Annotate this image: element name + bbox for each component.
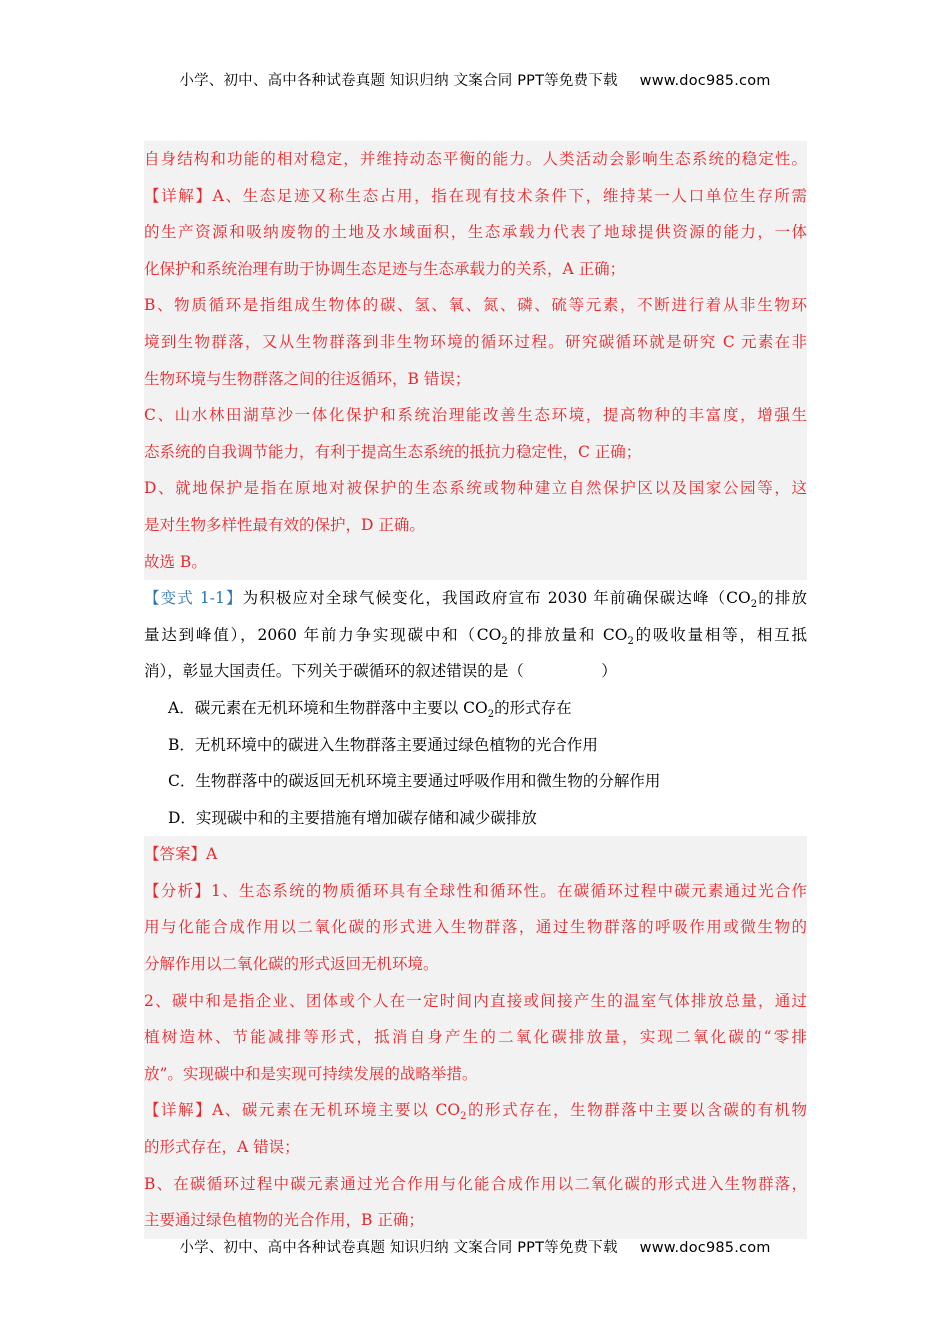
variant-tag: 【变式 1-1】 (144, 589, 243, 608)
text-line: 的生产资源和吸纳废物的土地及水域面积，生态承载力代表了地球提供资源的能力，一体 (144, 223, 807, 242)
text-line: 故选 B。 (144, 552, 207, 571)
option-b: B．无机环境中的碳进入生物群落主要通过绿色植物的光合作用 (168, 735, 598, 754)
text-line: 生物环境与生物群落之间的往返循环，B 错误； (144, 369, 471, 388)
question-line: 量达到峰值），2060 年前力争实现碳中和（$CO_2$的排放量和 $CO_2$的吸收量相等，相互抵 (144, 625, 807, 647)
analysis-line: 【分析】1、生态系统的物质循环具有全球性和循环性。在碳循环过程中碳元素通过光合作 (144, 881, 807, 900)
answer-line: 【答案】A (144, 845, 218, 864)
text-line: 境到生物群落，又从生物群落到非生物环境的循环过程。研究碳循环就是研究 C 元素在非 (144, 332, 807, 351)
text-line: 态系统的自我调节能力，有利于提高生态系统的抵抗力稳定性，C 正确； (144, 442, 642, 461)
analysis-line: 2、碳中和是指企业、团体或个人在一定时间内直接或间接产生的温室气体排放总量，通过 (144, 991, 807, 1010)
analysis-line: 放”。实现碳中和是实现可持续发展的战略举措。 (144, 1064, 478, 1083)
detail-line: B、在碳循环过程中碳元素通过光合作用与化能合成作用以二氧化碳的形式进入生物群落， (144, 1174, 807, 1193)
detail-line: 主要通过绿色植物的光合作用，B 正确； (144, 1211, 424, 1230)
text-line: C、山水林田湖草沙一体化保护和系统治理能改善生态环境，提高物种的丰富度，增强生 (144, 406, 807, 425)
question-block (144, 580, 807, 836)
option-a: A．碳元素在无机环境和生物群落中主要以 $CO_2$的形式存在 (168, 698, 572, 720)
header-text: 小学、初中、高中各种试卷真题 知识归纳 文案合同 PPT等免费下载 (179, 73, 618, 89)
analysis-line: 用与化能合成作用以二氧化碳的形式进入生物群落，通过生物群落的呼吸作用或微生物的 (144, 918, 807, 937)
analysis-line: 分解作用以二氧化碳的形式返回无机环境。 (144, 955, 439, 974)
text-line: B、物质循环是指组成生物体的碳、氢、氧、氮、磷、硫等元素，不断进行着从非生物环 (144, 296, 807, 315)
option-c: C．生物群落中的碳返回无机环境主要通过呼吸作用和微生物的分解作用 (168, 772, 661, 791)
previous-solution-block (144, 141, 807, 580)
question-line: 【变式 1-1】为积极应对全球气候变化，我国政府宣布 2030 年前确保碳达峰（$CO_2$的排放 (144, 589, 807, 611)
text-line: 【详解】A、生态足迹又称生态占用，指在现有技术条件下，维持某一人口单位生存所需 (144, 186, 807, 205)
footer-text: 小学、初中、高中各种试卷真题 知识归纳 文案合同 PPT等免费下载 (179, 1240, 618, 1256)
header-url[interactable]: www.doc985.com (639, 73, 771, 89)
footer-url[interactable]: www.doc985.com (639, 1240, 771, 1256)
text-line: 是对生物多样性最有效的保护，D 正确。 (144, 515, 425, 534)
question-line: 消），彰显大国责任。下列关于碳循环的叙述错误的是（ ） (144, 662, 617, 681)
page-footer (0, 1236, 950, 1257)
text-line: D、就地保护是指在原地对被保护的生态系统或物种建立自然保护区以及国家公园等，这 (144, 479, 807, 498)
analysis-line: 植树造林、节能减排等形式，抵消自身产生的二氧化碳排放量，实现二氧化碳的“零排 (144, 1028, 807, 1047)
detail-line: 【详解】A、碳元素在无机环境主要以 $CO_2$的形式存在，生物群落中主要以含碳的有机物 (144, 1101, 807, 1123)
text-line: 自身结构和功能的相对稳定，并维持动态平衡的能力。人类活动会影响生态系统的稳定性。 (144, 150, 807, 168)
page-body (144, 141, 807, 1239)
option-d: D．实现碳中和的主要措施有增加碳存储和减少碳排放 (168, 808, 537, 827)
detail-line: 的形式存在，A 错误； (144, 1138, 300, 1157)
text-line: 化保护和系统治理有助于协调生态足迹与生态承载力的关系，A 正确； (144, 259, 626, 278)
solution-block (144, 836, 807, 1239)
page-header (0, 69, 950, 90)
